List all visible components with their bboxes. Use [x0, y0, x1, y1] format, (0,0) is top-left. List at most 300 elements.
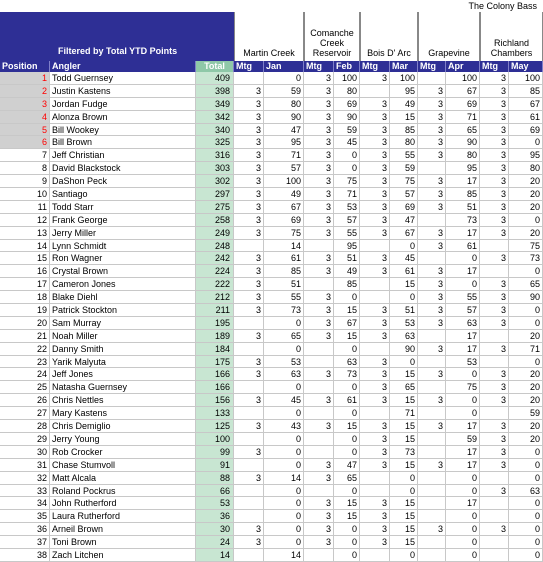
- cell-angler[interactable]: Sam Murray: [50, 317, 196, 329]
- cell-mtg-mar[interactable]: 3: [360, 510, 390, 522]
- cell-feb[interactable]: 65: [334, 472, 360, 484]
- cell-mtg-jan[interactable]: 3: [234, 304, 264, 316]
- cell-mtg-mar[interactable]: [360, 291, 390, 303]
- cell-jan[interactable]: 49: [264, 188, 304, 200]
- table-row[interactable]: [0, 459, 543, 472]
- cell-may[interactable]: 59: [509, 407, 543, 419]
- cell-mtg-may[interactable]: 3: [480, 433, 509, 445]
- cell-angler[interactable]: Zach Litchen: [50, 549, 196, 561]
- cell-position[interactable]: 18: [0, 291, 50, 303]
- col-mtg-feb[interactable]: Mtg: [304, 61, 334, 72]
- cell-mtg-apr[interactable]: 3: [418, 317, 446, 329]
- cell-jan[interactable]: 63: [264, 368, 304, 380]
- cell-apr[interactable]: 17: [446, 459, 480, 471]
- cell-feb[interactable]: 75: [334, 175, 360, 187]
- cell-feb[interactable]: 45: [334, 136, 360, 148]
- cell-apr[interactable]: 0: [446, 472, 480, 484]
- cell-angler[interactable]: Blake Diehl: [50, 291, 196, 303]
- cell-feb[interactable]: 0: [334, 536, 360, 548]
- cell-position[interactable]: 24: [0, 368, 50, 380]
- cell-mtg-apr[interactable]: 3: [418, 368, 446, 380]
- table-row[interactable]: [0, 111, 543, 124]
- cell-jan[interactable]: 65: [264, 330, 304, 342]
- table-row[interactable]: [0, 549, 543, 562]
- cell-mtg-may[interactable]: 3: [480, 111, 509, 123]
- cell-angler[interactable]: Danny Smith: [50, 343, 196, 355]
- cell-jan[interactable]: 0: [264, 536, 304, 548]
- cell-mar[interactable]: 45: [390, 252, 418, 264]
- cell-mar[interactable]: 100: [390, 72, 418, 84]
- cell-mtg-feb[interactable]: 3: [304, 420, 334, 432]
- cell-position[interactable]: 3: [0, 98, 50, 110]
- cell-total[interactable]: 133: [196, 407, 234, 419]
- cell-position[interactable]: 31: [0, 459, 50, 471]
- cell-mtg-mar[interactable]: 3: [360, 252, 390, 264]
- col-total[interactable]: Total: [196, 61, 234, 72]
- cell-angler[interactable]: Roland Pockrus: [50, 485, 196, 497]
- cell-apr[interactable]: 61: [446, 240, 480, 252]
- cell-mtg-jan[interactable]: [234, 549, 264, 561]
- cell-mtg-jan[interactable]: 3: [234, 368, 264, 380]
- cell-mtg-jan[interactable]: 3: [234, 330, 264, 342]
- cell-mtg-may[interactable]: 3: [480, 343, 509, 355]
- cell-mtg-apr[interactable]: 3: [418, 304, 446, 316]
- cell-mar[interactable]: 0: [390, 549, 418, 561]
- cell-mtg-feb[interactable]: 3: [304, 136, 334, 148]
- cell-angler[interactable]: Patrick Stockton: [50, 304, 196, 316]
- cell-mtg-feb[interactable]: 3: [304, 459, 334, 471]
- cell-mtg-may[interactable]: 3: [480, 523, 509, 535]
- cell-angler[interactable]: Todd Starr: [50, 201, 196, 213]
- cell-position[interactable]: 33: [0, 485, 50, 497]
- cell-may[interactable]: 20: [509, 420, 543, 432]
- cell-mar[interactable]: 85: [390, 124, 418, 136]
- cell-total[interactable]: 303: [196, 162, 234, 174]
- cell-jan[interactable]: 59: [264, 85, 304, 97]
- cell-jan[interactable]: 0: [264, 510, 304, 522]
- cell-mar[interactable]: 0: [390, 472, 418, 484]
- cell-apr[interactable]: 17: [446, 446, 480, 458]
- cell-total[interactable]: 325: [196, 136, 234, 148]
- cell-mtg-mar[interactable]: 3: [360, 330, 390, 342]
- cell-jan[interactable]: 0: [264, 433, 304, 445]
- cell-mtg-may[interactable]: [480, 472, 509, 484]
- cell-mtg-apr[interactable]: [418, 72, 446, 84]
- cell-mtg-jan[interactable]: [234, 407, 264, 419]
- cell-mtg-mar[interactable]: 3: [360, 136, 390, 148]
- cell-position[interactable]: 37: [0, 536, 50, 548]
- cell-apr[interactable]: 0: [446, 485, 480, 497]
- cell-total[interactable]: 91: [196, 459, 234, 471]
- cell-may[interactable]: 0: [509, 523, 543, 535]
- cell-mtg-apr[interactable]: [418, 433, 446, 445]
- cell-total[interactable]: 175: [196, 356, 234, 368]
- cell-mtg-mar[interactable]: 3: [360, 394, 390, 406]
- cell-jan[interactable]: 0: [264, 497, 304, 509]
- cell-position[interactable]: 30: [0, 446, 50, 458]
- cell-jan[interactable]: 57: [264, 162, 304, 174]
- cell-total[interactable]: 316: [196, 149, 234, 161]
- cell-mtg-may[interactable]: 3: [480, 278, 509, 290]
- cell-may[interactable]: 0: [509, 536, 543, 548]
- cell-mtg-jan[interactable]: 3: [234, 214, 264, 226]
- cell-mtg-mar[interactable]: [360, 549, 390, 561]
- cell-apr[interactable]: 67: [446, 85, 480, 97]
- cell-mtg-mar[interactable]: 3: [360, 201, 390, 213]
- cell-mtg-may[interactable]: 3: [480, 459, 509, 471]
- cell-angler[interactable]: Yarik Malyuta: [50, 356, 196, 368]
- cell-jan[interactable]: 75: [264, 227, 304, 239]
- cell-may[interactable]: 0: [509, 446, 543, 458]
- cell-mtg-feb[interactable]: 3: [304, 162, 334, 174]
- cell-angler[interactable]: Bill Brown: [50, 136, 196, 148]
- cell-apr[interactable]: 17: [446, 497, 480, 509]
- cell-position[interactable]: 11: [0, 201, 50, 213]
- cell-feb[interactable]: 53: [334, 201, 360, 213]
- cell-apr[interactable]: 90: [446, 136, 480, 148]
- cell-mar[interactable]: 47: [390, 214, 418, 226]
- cell-mtg-jan[interactable]: [234, 485, 264, 497]
- cell-position[interactable]: 27: [0, 407, 50, 419]
- cell-mar[interactable]: 15: [390, 111, 418, 123]
- cell-mtg-may[interactable]: 3: [480, 214, 509, 226]
- cell-mar[interactable]: 15: [390, 394, 418, 406]
- cell-angler[interactable]: Todd Guernsey: [50, 72, 196, 84]
- cell-feb[interactable]: 15: [334, 510, 360, 522]
- cell-mtg-feb[interactable]: 3: [304, 317, 334, 329]
- table-row[interactable]: [0, 227, 543, 240]
- cell-mtg-may[interactable]: [480, 330, 509, 342]
- cell-total[interactable]: 36: [196, 510, 234, 522]
- cell-total[interactable]: 24: [196, 536, 234, 548]
- cell-feb[interactable]: 0: [334, 291, 360, 303]
- table-row[interactable]: [0, 304, 543, 317]
- cell-mar[interactable]: 67: [390, 227, 418, 239]
- table-row[interactable]: [0, 407, 543, 420]
- cell-feb[interactable]: 55: [334, 227, 360, 239]
- cell-may[interactable]: 63: [509, 485, 543, 497]
- cell-mtg-may[interactable]: [480, 407, 509, 419]
- cell-may[interactable]: 0: [509, 497, 543, 509]
- cell-total[interactable]: 258: [196, 214, 234, 226]
- cell-feb[interactable]: 0: [334, 485, 360, 497]
- cell-mtg-feb[interactable]: [304, 446, 334, 458]
- cell-mtg-mar[interactable]: [360, 85, 390, 97]
- cell-total[interactable]: 242: [196, 252, 234, 264]
- cell-mtg-may[interactable]: 3: [480, 317, 509, 329]
- cell-total[interactable]: 248: [196, 240, 234, 252]
- cell-mar[interactable]: 71: [390, 407, 418, 419]
- cell-mtg-may[interactable]: [480, 265, 509, 277]
- cell-mtg-feb[interactable]: 3: [304, 265, 334, 277]
- table-row[interactable]: [0, 394, 543, 407]
- table-row[interactable]: [0, 214, 543, 227]
- cell-feb[interactable]: 0: [334, 549, 360, 561]
- cell-total[interactable]: 349: [196, 98, 234, 110]
- cell-mtg-mar[interactable]: [360, 278, 390, 290]
- cell-mtg-apr[interactable]: [418, 510, 446, 522]
- cell-mtg-jan[interactable]: 3: [234, 85, 264, 97]
- cell-mtg-apr[interactable]: 3: [418, 98, 446, 110]
- cell-mtg-mar[interactable]: 3: [360, 227, 390, 239]
- cell-mtg-apr[interactable]: 3: [418, 201, 446, 213]
- cell-mtg-apr[interactable]: 3: [418, 240, 446, 252]
- cell-total[interactable]: 30: [196, 523, 234, 535]
- cell-may[interactable]: 0: [509, 304, 543, 316]
- cell-position[interactable]: 10: [0, 188, 50, 200]
- cell-angler[interactable]: David Blackstock: [50, 162, 196, 174]
- cell-apr[interactable]: 17: [446, 265, 480, 277]
- cell-mtg-mar[interactable]: [360, 485, 390, 497]
- cell-mtg-apr[interactable]: 3: [418, 85, 446, 97]
- cell-position[interactable]: 9: [0, 175, 50, 187]
- cell-angler[interactable]: Bill Wookey: [50, 124, 196, 136]
- cell-mtg-may[interactable]: 3: [480, 485, 509, 497]
- cell-feb[interactable]: 95: [334, 240, 360, 252]
- cell-mtg-jan[interactable]: [234, 497, 264, 509]
- cell-total[interactable]: 211: [196, 304, 234, 316]
- cell-mtg-mar[interactable]: 3: [360, 368, 390, 380]
- cell-mtg-feb[interactable]: [304, 407, 334, 419]
- cell-mar[interactable]: 57: [390, 188, 418, 200]
- cell-feb[interactable]: 67: [334, 317, 360, 329]
- col-position[interactable]: Position: [0, 61, 50, 72]
- cell-mtg-apr[interactable]: 3: [418, 124, 446, 136]
- cell-mtg-mar[interactable]: 3: [360, 356, 390, 368]
- cell-mtg-apr[interactable]: [418, 549, 446, 561]
- cell-mtg-feb[interactable]: 3: [304, 304, 334, 316]
- cell-jan[interactable]: 71: [264, 149, 304, 161]
- table-row[interactable]: [0, 85, 543, 98]
- cell-mtg-apr[interactable]: 3: [418, 291, 446, 303]
- cell-apr[interactable]: 0: [446, 549, 480, 561]
- cell-mar[interactable]: 55: [390, 149, 418, 161]
- cell-apr[interactable]: 0: [446, 394, 480, 406]
- cell-feb[interactable]: 15: [334, 420, 360, 432]
- cell-total[interactable]: 166: [196, 368, 234, 380]
- cell-mtg-feb[interactable]: 3: [304, 368, 334, 380]
- cell-mar[interactable]: 0: [390, 356, 418, 368]
- cell-mtg-mar[interactable]: 3: [360, 459, 390, 471]
- cell-mtg-apr[interactable]: 3: [418, 343, 446, 355]
- cell-total[interactable]: 189: [196, 330, 234, 342]
- cell-may[interactable]: 100: [509, 72, 543, 84]
- cell-jan[interactable]: 95: [264, 136, 304, 148]
- cell-angler[interactable]: Lynn Schmidt: [50, 240, 196, 252]
- cell-may[interactable]: 73: [509, 252, 543, 264]
- cell-mtg-may[interactable]: 3: [480, 124, 509, 136]
- col-jan[interactable]: Jan: [264, 61, 304, 72]
- cell-apr[interactable]: 0: [446, 536, 480, 548]
- cell-may[interactable]: 20: [509, 227, 543, 239]
- cell-angler[interactable]: Ron Wagner: [50, 252, 196, 264]
- table-row[interactable]: [0, 523, 543, 536]
- cell-feb[interactable]: 15: [334, 330, 360, 342]
- cell-total[interactable]: 342: [196, 111, 234, 123]
- cell-feb[interactable]: 85: [334, 278, 360, 290]
- cell-jan[interactable]: 0: [264, 459, 304, 471]
- table-row[interactable]: [0, 265, 543, 278]
- cell-mtg-jan[interactable]: 3: [234, 162, 264, 174]
- cell-position[interactable]: 19: [0, 304, 50, 316]
- cell-mtg-apr[interactable]: [418, 381, 446, 393]
- cell-mtg-feb[interactable]: 3: [304, 214, 334, 226]
- cell-mtg-jan[interactable]: 3: [234, 227, 264, 239]
- cell-mtg-apr[interactable]: 3: [418, 278, 446, 290]
- cell-may[interactable]: 0: [509, 459, 543, 471]
- cell-position[interactable]: 32: [0, 472, 50, 484]
- cell-mtg-apr[interactable]: 3: [418, 459, 446, 471]
- cell-mtg-feb[interactable]: [304, 485, 334, 497]
- cell-mtg-feb[interactable]: 3: [304, 124, 334, 136]
- cell-mtg-may[interactable]: 3: [480, 394, 509, 406]
- cell-mtg-apr[interactable]: [418, 485, 446, 497]
- col-angler[interactable]: Angler: [50, 61, 196, 72]
- cell-jan[interactable]: 69: [264, 214, 304, 226]
- cell-mtg-may[interactable]: 3: [480, 446, 509, 458]
- table-row[interactable]: [0, 317, 543, 330]
- cell-may[interactable]: 95: [509, 149, 543, 161]
- cell-mtg-jan[interactable]: [234, 343, 264, 355]
- cell-total[interactable]: 297: [196, 188, 234, 200]
- cell-jan[interactable]: 51: [264, 278, 304, 290]
- cell-apr[interactable]: 71: [446, 111, 480, 123]
- cell-angler[interactable]: Jordan Fudge: [50, 98, 196, 110]
- table-row[interactable]: [0, 72, 543, 85]
- cell-mtg-apr[interactable]: [418, 497, 446, 509]
- cell-jan[interactable]: 100: [264, 175, 304, 187]
- cell-feb[interactable]: 0: [334, 343, 360, 355]
- cell-apr[interactable]: 80: [446, 149, 480, 161]
- cell-mtg-feb[interactable]: 3: [304, 394, 334, 406]
- cell-apr[interactable]: 0: [446, 368, 480, 380]
- cell-mtg-may[interactable]: 3: [480, 381, 509, 393]
- cell-angler[interactable]: Chris Nettles: [50, 394, 196, 406]
- cell-mar[interactable]: 75: [390, 175, 418, 187]
- cell-mtg-apr[interactable]: 3: [418, 420, 446, 432]
- cell-angler[interactable]: Cameron Jones: [50, 278, 196, 290]
- cell-angler[interactable]: Matt Alcala: [50, 472, 196, 484]
- cell-may[interactable]: 85: [509, 85, 543, 97]
- cell-angler[interactable]: Chris Demiglio: [50, 420, 196, 432]
- cell-total[interactable]: 100: [196, 433, 234, 445]
- cell-feb[interactable]: 0: [334, 523, 360, 535]
- cell-mtg-feb[interactable]: 3: [304, 472, 334, 484]
- table-row[interactable]: [0, 485, 543, 498]
- cell-total[interactable]: 275: [196, 201, 234, 213]
- cell-mtg-may[interactable]: 3: [480, 162, 509, 174]
- cell-mtg-feb[interactable]: 3: [304, 111, 334, 123]
- cell-mtg-jan[interactable]: 3: [234, 446, 264, 458]
- cell-mtg-feb[interactable]: [304, 240, 334, 252]
- cell-mtg-feb[interactable]: [304, 549, 334, 561]
- cell-mtg-feb[interactable]: 3: [304, 72, 334, 84]
- cell-mtg-apr[interactable]: 3: [418, 394, 446, 406]
- cell-mtg-may[interactable]: 3: [480, 227, 509, 239]
- cell-jan[interactable]: 85: [264, 265, 304, 277]
- cell-position[interactable]: 2: [0, 85, 50, 97]
- cell-mtg-jan[interactable]: 3: [234, 472, 264, 484]
- cell-mar[interactable]: 0: [390, 240, 418, 252]
- cell-mtg-jan[interactable]: [234, 459, 264, 471]
- cell-mtg-feb[interactable]: 3: [304, 85, 334, 97]
- cell-feb[interactable]: 51: [334, 252, 360, 264]
- col-mar[interactable]: Mar: [390, 61, 418, 72]
- cell-position[interactable]: 20: [0, 317, 50, 329]
- cell-apr[interactable]: 57: [446, 304, 480, 316]
- cell-mtg-apr[interactable]: [418, 356, 446, 368]
- cell-mtg-may[interactable]: [480, 240, 509, 252]
- cell-jan[interactable]: 73: [264, 304, 304, 316]
- cell-position[interactable]: 36: [0, 523, 50, 535]
- cell-mar[interactable]: 15: [390, 523, 418, 535]
- cell-mtg-apr[interactable]: [418, 446, 446, 458]
- cell-mtg-jan[interactable]: 3: [234, 98, 264, 110]
- cell-mar[interactable]: 15: [390, 368, 418, 380]
- table-row[interactable]: [0, 510, 543, 523]
- col-feb[interactable]: Feb: [334, 61, 360, 72]
- cell-angler[interactable]: Toni Brown: [50, 536, 196, 548]
- cell-may[interactable]: 61: [509, 111, 543, 123]
- cell-mtg-apr[interactable]: 3: [418, 227, 446, 239]
- cell-total[interactable]: 88: [196, 472, 234, 484]
- cell-feb[interactable]: 100: [334, 72, 360, 84]
- cell-mtg-feb[interactable]: [304, 433, 334, 445]
- cell-mar[interactable]: 0: [390, 485, 418, 497]
- cell-mar[interactable]: 59: [390, 162, 418, 174]
- cell-position[interactable]: 25: [0, 381, 50, 393]
- cell-mtg-may[interactable]: [480, 510, 509, 522]
- table-row[interactable]: [0, 98, 543, 111]
- cell-mtg-feb[interactable]: 3: [304, 188, 334, 200]
- cell-angler[interactable]: Jerry Young: [50, 433, 196, 445]
- cell-position[interactable]: 12: [0, 214, 50, 226]
- cell-mtg-may[interactable]: 3: [480, 252, 509, 264]
- cell-angler[interactable]: Justin Kastens: [50, 85, 196, 97]
- cell-mtg-apr[interactable]: [418, 472, 446, 484]
- table-row[interactable]: [0, 201, 543, 214]
- cell-position[interactable]: 4: [0, 111, 50, 123]
- cell-mtg-may[interactable]: 3: [480, 175, 509, 187]
- cell-mtg-mar[interactable]: [360, 343, 390, 355]
- cell-mar[interactable]: 53: [390, 317, 418, 329]
- table-row[interactable]: [0, 368, 543, 381]
- cell-mtg-apr[interactable]: 3: [418, 188, 446, 200]
- cell-mar[interactable]: 15: [390, 536, 418, 548]
- cell-mar[interactable]: 49: [390, 98, 418, 110]
- cell-jan[interactable]: 0: [264, 485, 304, 497]
- cell-feb[interactable]: 57: [334, 214, 360, 226]
- cell-mar[interactable]: 95: [390, 85, 418, 97]
- cell-angler[interactable]: Mary Kastens: [50, 407, 196, 419]
- cell-may[interactable]: 20: [509, 188, 543, 200]
- cell-mtg-may[interactable]: 3: [480, 85, 509, 97]
- col-mtg-mar[interactable]: Mtg: [360, 61, 390, 72]
- cell-feb[interactable]: 59: [334, 124, 360, 136]
- cell-angler[interactable]: Frank George: [50, 214, 196, 226]
- cell-mtg-mar[interactable]: [360, 472, 390, 484]
- cell-mtg-may[interactable]: 3: [480, 98, 509, 110]
- cell-total[interactable]: 99: [196, 446, 234, 458]
- table-row[interactable]: [0, 472, 543, 485]
- cell-position[interactable]: 7: [0, 149, 50, 161]
- cell-jan[interactable]: 0: [264, 523, 304, 535]
- cell-mar[interactable]: 63: [390, 330, 418, 342]
- cell-total[interactable]: 409: [196, 72, 234, 84]
- cell-mar[interactable]: 51: [390, 304, 418, 316]
- table-row[interactable]: [0, 381, 543, 394]
- cell-mtg-may[interactable]: 3: [480, 368, 509, 380]
